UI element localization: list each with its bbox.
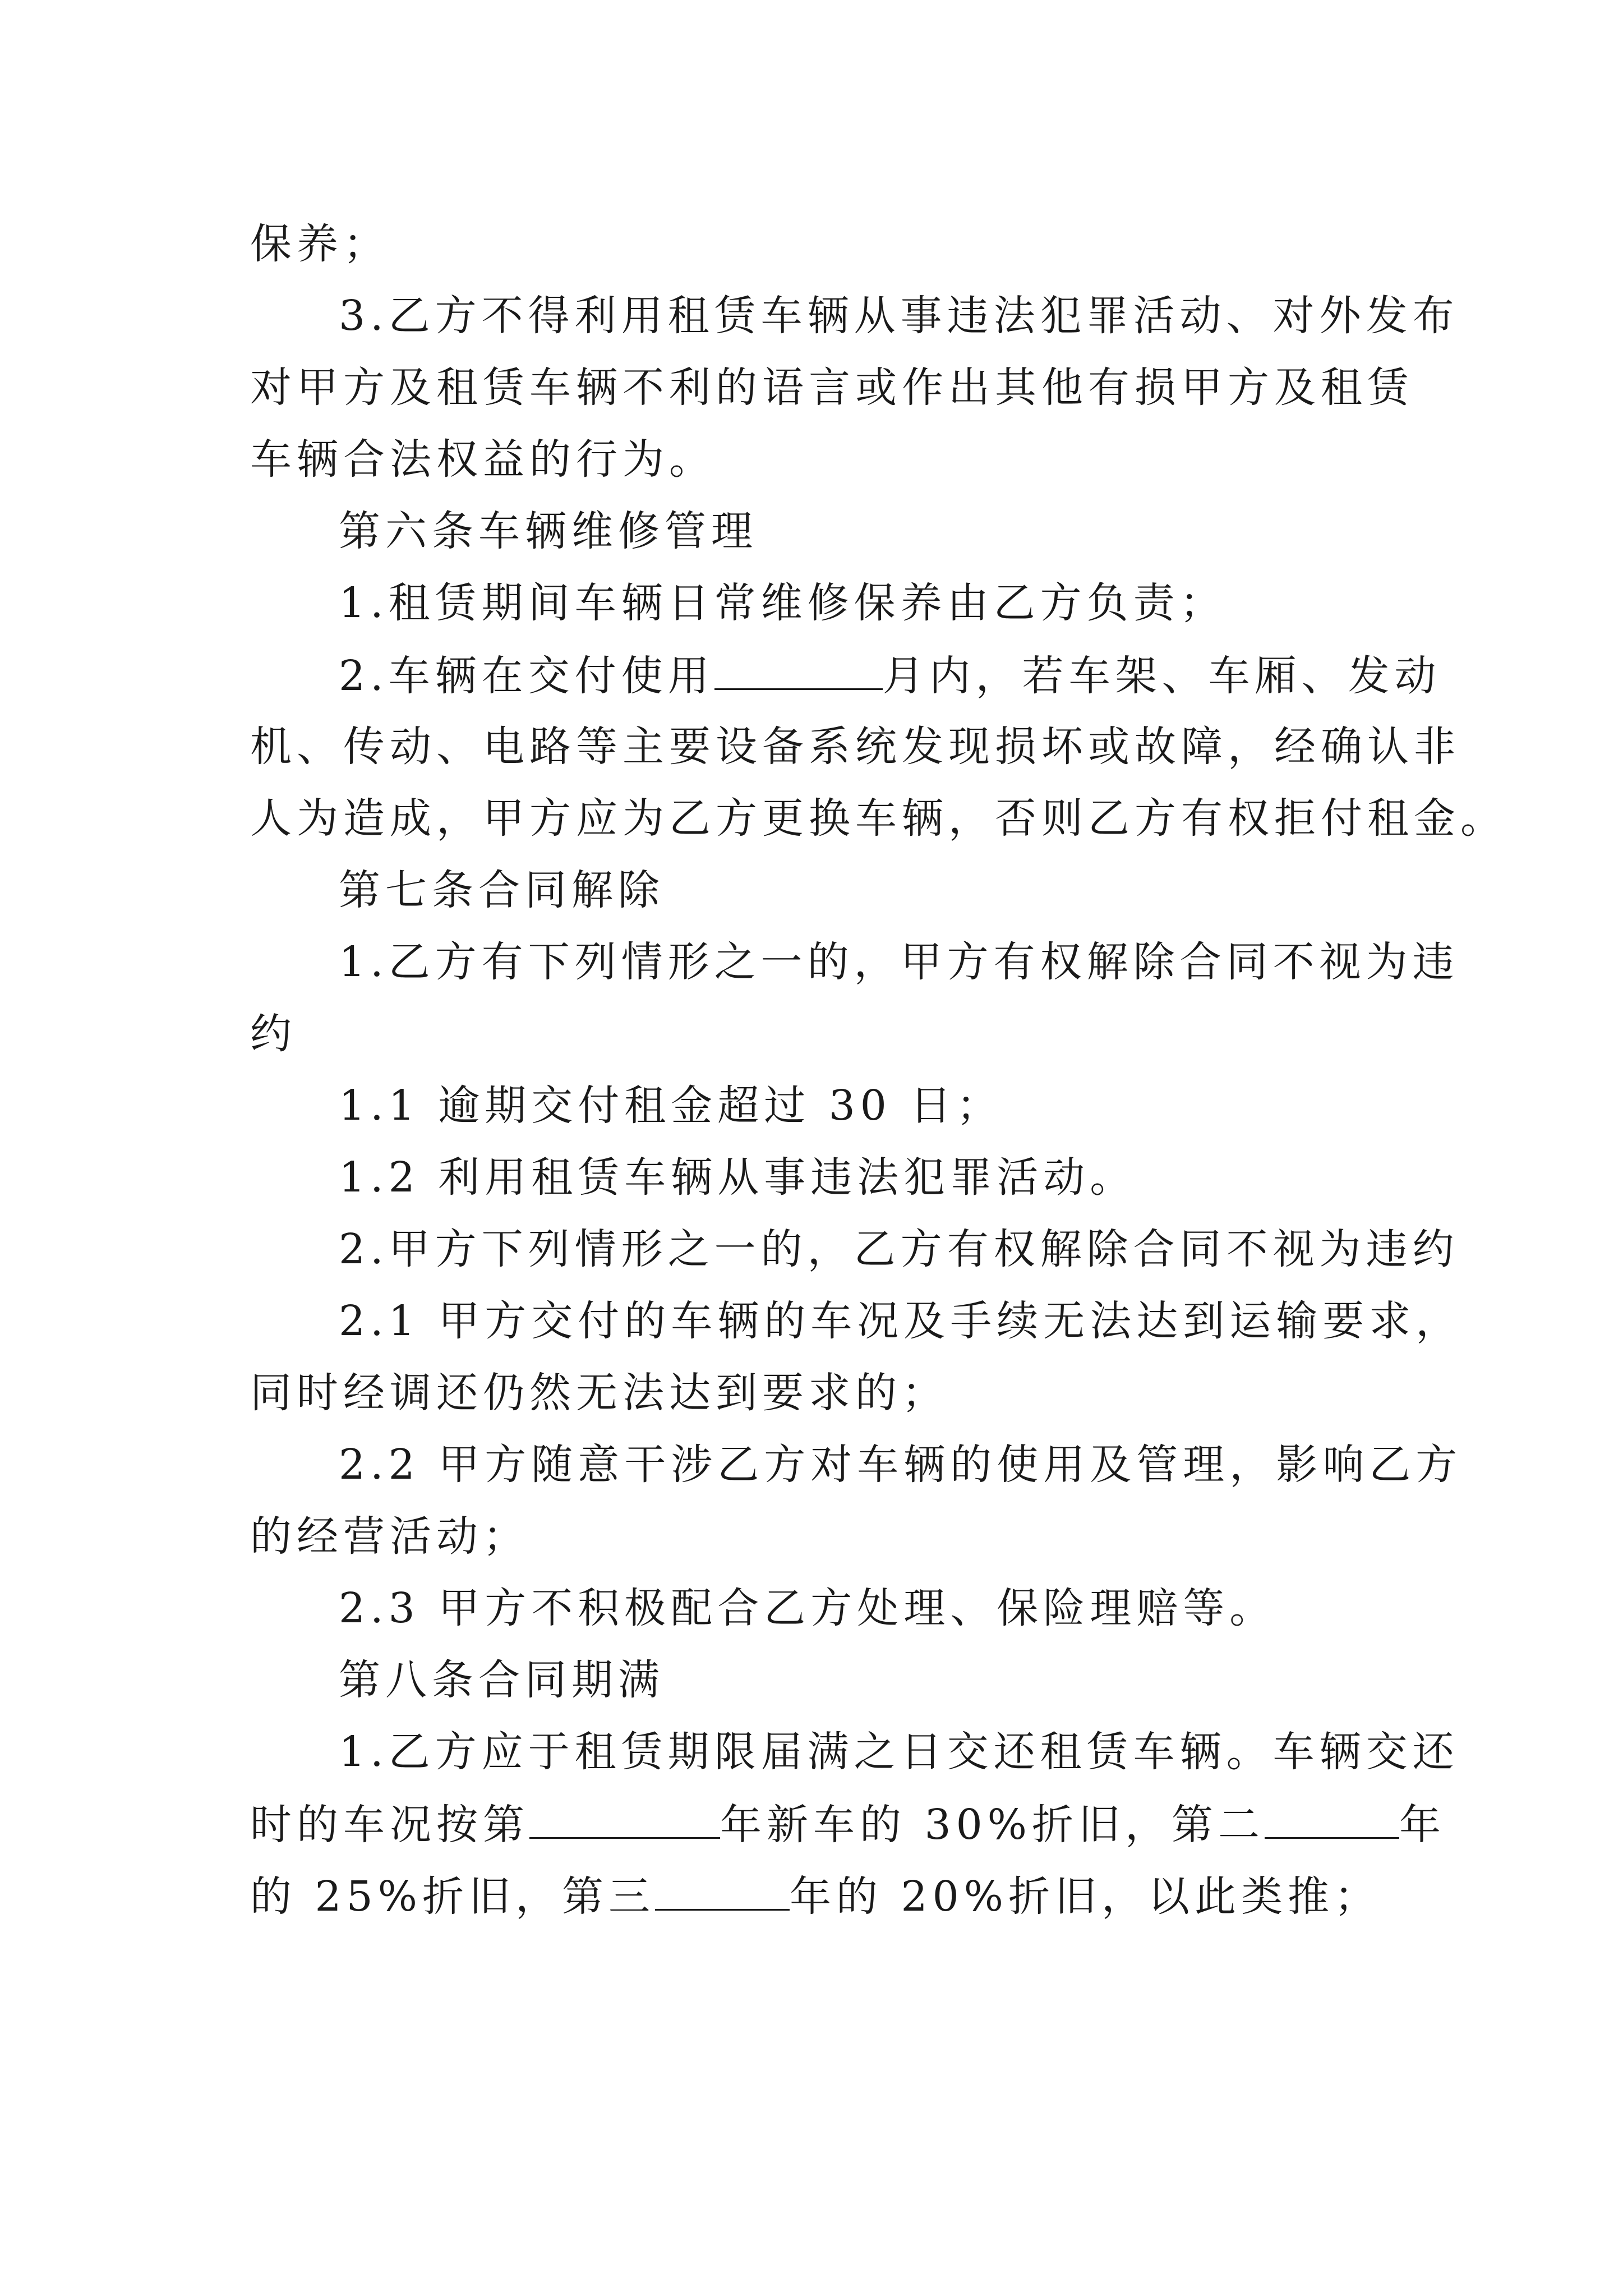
text-line xyxy=(250,1867,1389,1925)
text-line xyxy=(339,1078,1477,1134)
text-line xyxy=(339,288,1477,344)
text: 同时经调还仍然无法达到要求的； xyxy=(250,1369,948,1417)
section-heading xyxy=(339,1652,1477,1708)
text-line xyxy=(250,1006,1389,1062)
text-line xyxy=(250,790,1507,846)
text: 1.租赁期间车辆日常维修保养由乙方负责； xyxy=(339,579,1227,627)
text-line xyxy=(250,1508,1389,1565)
text-line xyxy=(250,431,1389,487)
text: 1.乙方应于租赁期限届满之日交还租赁车辆。车辆交还 xyxy=(339,1728,1459,1776)
text-line xyxy=(250,1365,1389,1421)
text: 车辆合法权益的行为。 xyxy=(250,435,716,484)
text: 机、传动、电路等主要设备系统发现损坏或故障，经确认非 xyxy=(250,723,1460,771)
text: 1.乙方有下列情形之一的，甲方有权解除合同不视为违 xyxy=(339,938,1459,986)
text-line xyxy=(339,1580,1477,1636)
text-line xyxy=(339,647,1477,704)
text-line xyxy=(339,1221,1477,1277)
text: 3.乙方不得利用租赁车辆从事违法犯罪活动、对外发布 xyxy=(339,292,1459,340)
text: 1.2 利用租赁车辆从事违法犯罪活动。 xyxy=(339,1153,1137,1202)
text: 第七条合同解除 xyxy=(339,866,665,914)
fill-in-blank xyxy=(1265,1796,1399,1839)
text: 年新车的 30%折旧，第二 xyxy=(720,1801,1265,1849)
text: 第八条合同期满 xyxy=(339,1656,665,1704)
text: 2.甲方下列情形之一的，乙方有权解除合同不视为违约 xyxy=(339,1225,1459,1273)
text: 年的 20%折旧，以此类推； xyxy=(790,1872,1381,1921)
text: 2.车辆在交付使用 xyxy=(339,652,714,700)
text: 1.1 逾期交付租金超过 30 日； xyxy=(339,1082,1003,1130)
text: 的经营活动； xyxy=(250,1512,529,1561)
text-line xyxy=(339,1724,1477,1780)
fill-in-blank xyxy=(655,1867,790,1911)
text-line xyxy=(250,1796,1446,1853)
fill-in-blank xyxy=(714,647,883,690)
text: 对甲方及租赁车辆不利的语言或作出其他有损甲方及租赁 xyxy=(250,364,1414,412)
text: 月内，若车架、车厢、发动 xyxy=(882,652,1441,700)
text-line xyxy=(339,1149,1477,1205)
text: 约 xyxy=(250,1010,297,1058)
section-heading xyxy=(339,503,1477,559)
text: 2.2 甲方随意干涉乙方对车辆的使用及管理，影响乙方 xyxy=(339,1441,1463,1489)
text: 时的车况按第 xyxy=(250,1801,529,1849)
text-line xyxy=(339,1437,1477,1493)
fill-in-blank xyxy=(529,1796,720,1839)
text: 人为造成，甲方应为乙方更换车辆，否则乙方有权拒付租金。 xyxy=(250,794,1507,843)
text-line xyxy=(339,934,1477,990)
text-line xyxy=(339,1293,1477,1349)
text-line xyxy=(250,216,1389,272)
text: 2.3 甲方不积极配合乙方处理、保险理赔等。 xyxy=(339,1584,1276,1632)
text: 2.1 甲方交付的车辆的车况及手续无法达到运输要求， xyxy=(339,1297,1463,1345)
text: 保养； xyxy=(250,220,390,268)
text: 第六条车辆维修管理 xyxy=(339,507,758,555)
text: 年 xyxy=(1399,1801,1446,1849)
text-line xyxy=(250,360,1414,416)
section-heading xyxy=(339,862,1477,918)
text: 的 25%折旧，第三 xyxy=(250,1872,655,1921)
text-line xyxy=(250,719,1460,775)
text-line xyxy=(339,575,1477,631)
